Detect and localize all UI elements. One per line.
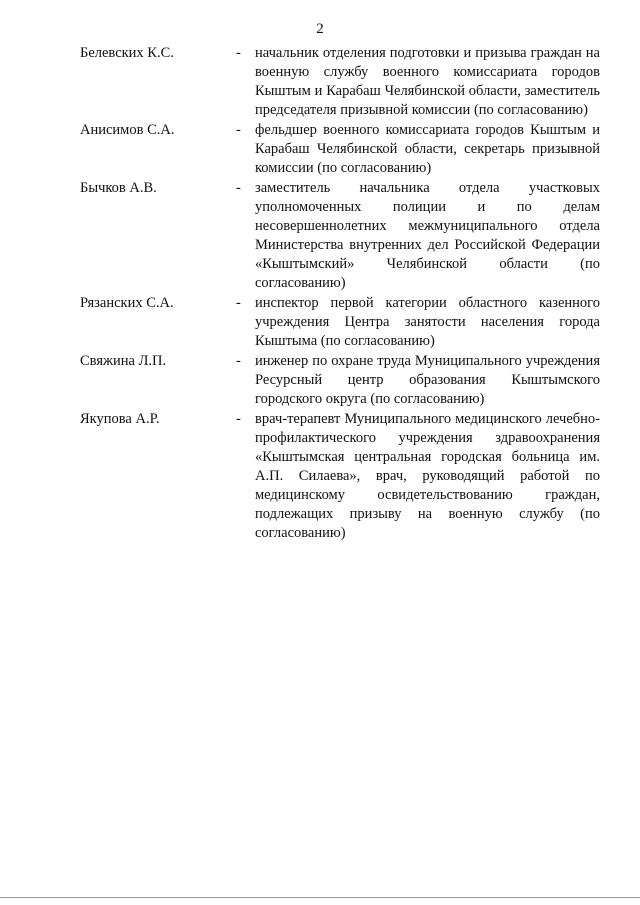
member-dash: - — [236, 180, 241, 196]
member-dash: - — [236, 353, 241, 369]
member-role: фельдшер военного комиссариата городов Кыштым и Карабаш Челябинской области, секретарь призывной комиссии (по согласованию) — [255, 122, 600, 176]
member-role: начальник отделения подготовки и призыва граждан на военную службу военного комиссариата городов Кыштым и Карабаш Челябинской области, заместитель председателя призывной комиссии (по согласованию) — [255, 45, 600, 118]
member-name: Рязанских С.А. — [80, 295, 174, 311]
member-dash: - — [236, 45, 241, 61]
member-role: инженер по охране труда Муниципального учреждения Ресурсный центр образования Кыштымского городского округа (по согласованию) — [255, 353, 600, 407]
member-name: Анисимов С.А. — [80, 122, 175, 138]
member-dash: - — [236, 122, 241, 138]
member-row — [0, 410, 640, 543]
page-number: 2 — [316, 21, 324, 37]
member-row — [0, 179, 640, 293]
member-role: инспектор первой категории областного казенного учреждения Центра занятости населения города Кыштыма (по согласованию) — [255, 295, 600, 349]
member-name: Свяжина Л.П. — [80, 353, 167, 369]
member-role: заместитель начальника отдела участковых уполномоченных полиции и по делам несовершеннолетних межмуниципального отдела Министерства внутренних дел Российской Федерации «Кыштымский» Челябинской области (по согласованию) — [255, 180, 600, 291]
member-row — [0, 352, 640, 409]
member-name: Бычков А.В. — [80, 180, 157, 196]
bottom-rule — [0, 897, 640, 898]
commission-member-list — [0, 44, 640, 543]
member-name: Якупова А.Р. — [80, 411, 160, 427]
member-role: врач-терапевт Муниципального медицинского лечебно-профилактического учреждения здравоохранения «Кыштымская центральная городская больница им. А.П. Силаева», врач, руководящий работой по медицинскому освидетельствованию граждан, подлежащих призыву на военную службу (по согласованию) — [255, 411, 600, 541]
member-row — [0, 44, 640, 120]
member-name: Белевских К.С. — [80, 45, 174, 61]
member-dash: - — [236, 295, 241, 311]
member-row — [0, 294, 640, 351]
member-row — [0, 121, 640, 178]
member-dash: - — [236, 411, 241, 427]
